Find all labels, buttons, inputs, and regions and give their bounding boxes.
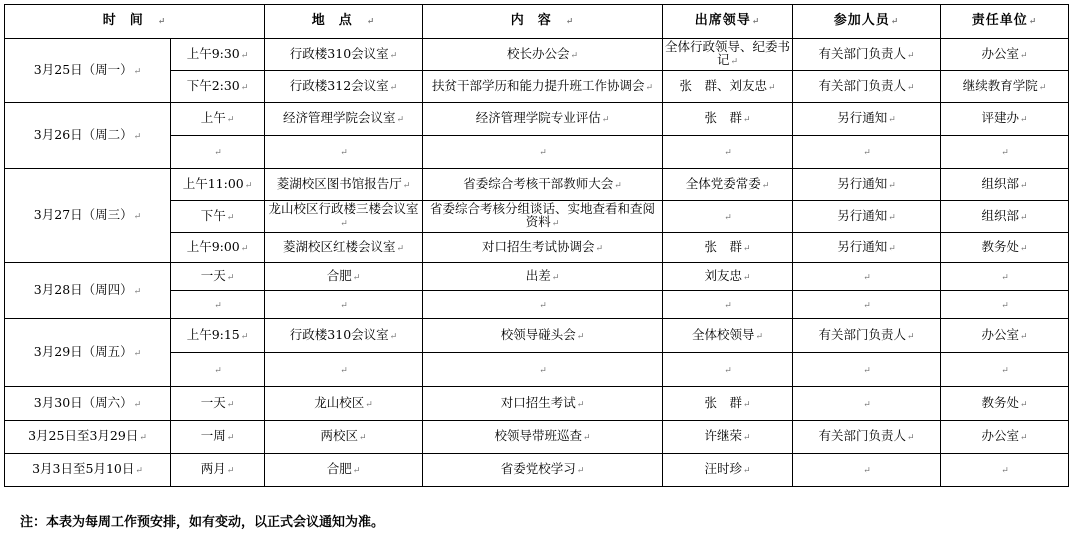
date-cell: 3月3日至5月10日↵ xyxy=(5,454,171,487)
participants-cell xyxy=(793,353,941,387)
unit-cell: 组织部↵ xyxy=(941,201,1069,233)
paragraph-mark-icon: ↵ xyxy=(751,17,761,27)
location-cell: 龙山校区↵ xyxy=(265,387,423,421)
time-cell: 一周↵ xyxy=(171,421,265,454)
paragraph-mark-icon: ↵ xyxy=(755,331,764,342)
paragraph-mark-icon: ↵ xyxy=(226,399,235,410)
content-cell: 出差↵ xyxy=(423,263,663,291)
participants-cell: 有关部门负责人↵ xyxy=(793,71,941,103)
location-cell xyxy=(265,136,423,169)
header-unit: 责任单位↵ xyxy=(941,5,1069,39)
paragraph-mark-icon: ↵ xyxy=(1019,331,1028,342)
paragraph-mark-icon: ↵ xyxy=(1019,433,1028,443)
time-cell: 下午2:30↵ xyxy=(171,71,265,103)
unit-cell: 教务处↵ xyxy=(941,387,1069,421)
location-cell: 行政楼310会议室↵ xyxy=(265,39,423,71)
paragraph-mark-icon: ↵ xyxy=(135,466,143,476)
content-cell: 经济管理学院专业评估↵ xyxy=(423,103,663,136)
paragraph-mark-icon: ↵ xyxy=(863,365,871,376)
participants-cell xyxy=(793,387,941,421)
content-cell xyxy=(423,136,663,169)
paragraph-mark-icon: ↵ xyxy=(551,219,560,229)
unit-cell: 办公室↵ xyxy=(941,421,1069,454)
paragraph-mark-icon: ↵ xyxy=(240,331,249,342)
paragraph-mark-icon: ↵ xyxy=(133,131,142,142)
unit-cell: 组织部↵ xyxy=(941,169,1069,201)
content-cell: 校领导碰头会↵ xyxy=(423,319,663,353)
time-cell: 上午↵ xyxy=(171,103,265,136)
paragraph-mark-icon: ↵ xyxy=(742,243,751,254)
location-cell: 经济管理学院会议室↵ xyxy=(265,103,423,136)
time-cell: 一天↵ xyxy=(171,263,265,291)
paragraph-mark-icon: ↵ xyxy=(724,212,732,223)
header-content: 内容↵ xyxy=(423,5,663,39)
paragraph-mark-icon: ↵ xyxy=(906,50,915,61)
paragraph-mark-icon: ↵ xyxy=(1019,115,1028,125)
location-cell xyxy=(265,291,423,319)
paragraph-mark-icon: ↵ xyxy=(742,272,751,283)
date-cell: 3月26日（周二）↵ xyxy=(5,103,171,169)
participants-cell: 另行通知↵ xyxy=(793,103,941,136)
leaders-cell: 张 群、刘友忠↵ xyxy=(663,71,793,103)
unit-cell: 办公室↵ xyxy=(941,39,1069,71)
paragraph-mark-icon: ↵ xyxy=(340,365,348,376)
paragraph-mark-icon: ↵ xyxy=(214,365,222,376)
footer-note: 注：本表为每周工作预安排，如有变动，以正式会议通知为准。 xyxy=(20,515,385,530)
leaders-cell: 张 群↵ xyxy=(663,103,793,136)
paragraph-mark-icon: ↵ xyxy=(240,82,249,93)
paragraph-mark-icon: ↵ xyxy=(724,148,732,158)
paragraph-mark-icon: ↵ xyxy=(576,399,585,410)
location-cell: 菱湖校区图书馆报告厅↵ xyxy=(265,169,423,201)
content-cell: 省委综合考核分组谈话、实地查看和查阅资料↵ xyxy=(423,201,663,233)
table-row xyxy=(5,421,1069,454)
unit-cell: 教务处↵ xyxy=(941,233,1069,263)
leaders-cell xyxy=(663,291,793,319)
paragraph-mark-icon: ↵ xyxy=(906,82,915,93)
paragraph-mark-icon: ↵ xyxy=(1019,50,1028,61)
paragraph-mark-icon: ↵ xyxy=(888,212,896,223)
location-cell: 两校区↵ xyxy=(265,421,423,454)
paragraph-mark-icon: ↵ xyxy=(1028,17,1038,27)
unit-cell: 继续教育学院↵ xyxy=(941,71,1069,103)
paragraph-mark-icon: ↵ xyxy=(244,180,253,191)
participants-cell: 另行通知↵ xyxy=(793,201,941,233)
table-row xyxy=(5,169,1069,201)
content-cell: 对口招生考试协调会↵ xyxy=(423,233,663,263)
unit-cell xyxy=(941,353,1069,387)
paragraph-mark-icon: ↵ xyxy=(365,399,373,410)
location-cell: 合肥↵ xyxy=(265,454,423,487)
table-row xyxy=(5,387,1069,421)
location-cell: 龙山校区行政楼三楼会议室↵ xyxy=(265,201,423,233)
content-cell: 省委党校学习↵ xyxy=(423,454,663,487)
paragraph-mark-icon: ↵ xyxy=(133,66,142,77)
paragraph-mark-icon: ↵ xyxy=(863,148,871,158)
paragraph-mark-icon: ↵ xyxy=(340,148,348,158)
participants-cell: 有关部门负责人↵ xyxy=(793,39,941,71)
paragraph-mark-icon: ↵ xyxy=(595,243,604,254)
unit-cell xyxy=(941,136,1069,169)
participants-cell xyxy=(793,454,941,487)
header-time: 时间↵ xyxy=(5,5,265,39)
time-cell: 一天↵ xyxy=(171,387,265,421)
table-row xyxy=(5,454,1069,487)
paragraph-mark-icon: ↵ xyxy=(742,115,751,125)
participants-cell: 有关部门负责人↵ xyxy=(793,319,941,353)
content-cell xyxy=(423,291,663,319)
content-cell xyxy=(423,353,663,387)
paragraph-mark-icon: ↵ xyxy=(226,115,235,125)
paragraph-mark-icon: ↵ xyxy=(226,212,235,223)
paragraph-mark-icon: ↵ xyxy=(1001,365,1009,376)
header-leaders: 出席领导↵ xyxy=(663,5,793,39)
participants-cell: 有关部门负责人↵ xyxy=(793,421,941,454)
date-cell: 3月30日（周六）↵ xyxy=(5,387,171,421)
paragraph-mark-icon: ↵ xyxy=(539,365,547,376)
header-participants: 参加人员↵ xyxy=(793,5,941,39)
location-cell xyxy=(265,353,423,387)
paragraph-mark-icon: ↵ xyxy=(1019,399,1028,410)
paragraph-mark-icon: ↵ xyxy=(1001,272,1009,283)
paragraph-mark-icon: ↵ xyxy=(570,50,579,61)
paragraph-mark-icon: ↵ xyxy=(601,115,610,125)
paragraph-mark-icon: ↵ xyxy=(724,300,732,311)
unit-cell: 评建办↵ xyxy=(941,103,1069,136)
table-row xyxy=(5,319,1069,353)
paragraph-mark-icon: ↵ xyxy=(340,300,348,311)
table-row xyxy=(5,263,1069,291)
paragraph-mark-icon: ↵ xyxy=(402,180,411,191)
schedule-table xyxy=(4,4,1069,487)
paragraph-mark-icon: ↵ xyxy=(133,399,142,410)
paragraph-mark-icon: ↵ xyxy=(226,272,235,283)
paragraph-mark-icon: ↵ xyxy=(157,17,167,27)
paragraph-mark-icon: ↵ xyxy=(576,331,585,342)
paragraph-mark-icon: ↵ xyxy=(888,115,896,125)
paragraph-mark-icon: ↵ xyxy=(863,399,871,410)
paragraph-mark-icon: ↵ xyxy=(576,466,585,476)
unit-cell: 办公室↵ xyxy=(941,319,1069,353)
content-cell: 校长办公会↵ xyxy=(423,39,663,71)
paragraph-mark-icon: ↵ xyxy=(358,433,367,443)
paragraph-mark-icon: ↵ xyxy=(863,300,871,311)
time-cell: 上午9:15↵ xyxy=(171,319,265,353)
paragraph-mark-icon: ↵ xyxy=(565,17,575,27)
paragraph-mark-icon: ↵ xyxy=(240,243,249,254)
participants-cell: 另行通知↵ xyxy=(793,233,941,263)
paragraph-mark-icon: ↵ xyxy=(906,331,915,342)
paragraph-mark-icon: ↵ xyxy=(139,433,147,443)
date-cell: 3月25日（周一）↵ xyxy=(5,39,171,103)
paragraph-mark-icon: ↵ xyxy=(133,348,142,359)
paragraph-mark-icon: ↵ xyxy=(366,17,376,27)
paragraph-mark-icon: ↵ xyxy=(761,180,770,191)
leaders-cell: 全体党委常委↵ xyxy=(663,169,793,201)
paragraph-mark-icon: ↵ xyxy=(396,115,405,125)
paragraph-mark-icon: ↵ xyxy=(133,211,142,222)
paragraph-mark-icon: ↵ xyxy=(906,433,915,443)
paragraph-mark-icon: ↵ xyxy=(389,82,398,93)
paragraph-mark-icon: ↵ xyxy=(888,180,896,191)
date-cell: 3月27日（周三）↵ xyxy=(5,169,171,263)
content-cell: 省委综合考核干部教师大会↵ xyxy=(423,169,663,201)
paragraph-mark-icon: ↵ xyxy=(1019,212,1028,223)
paragraph-mark-icon: ↵ xyxy=(767,82,776,93)
time-cell: 下午↵ xyxy=(171,201,265,233)
leaders-cell xyxy=(663,136,793,169)
leaders-cell: 张 群↵ xyxy=(663,387,793,421)
paragraph-mark-icon: ↵ xyxy=(742,399,751,410)
paragraph-mark-icon: ↵ xyxy=(1038,82,1047,93)
time-cell xyxy=(171,291,265,319)
unit-cell xyxy=(941,263,1069,291)
participants-cell xyxy=(793,136,941,169)
time-cell: 上午11:00↵ xyxy=(171,169,265,201)
date-cell: 3月29日（周五）↵ xyxy=(5,319,171,387)
participants-cell xyxy=(793,291,941,319)
leaders-cell xyxy=(663,201,793,233)
time-cell xyxy=(171,136,265,169)
paragraph-mark-icon: ↵ xyxy=(742,466,751,476)
paragraph-mark-icon: ↵ xyxy=(340,219,348,229)
paragraph-mark-icon: ↵ xyxy=(226,433,235,443)
paragraph-mark-icon: ↵ xyxy=(551,272,560,283)
paragraph-mark-icon: ↵ xyxy=(863,466,871,476)
time-cell xyxy=(171,353,265,387)
paragraph-mark-icon: ↵ xyxy=(1019,243,1028,254)
leaders-cell: 全体行政领导、纪委书记↵ xyxy=(663,39,793,71)
paragraph-mark-icon: ↵ xyxy=(389,50,398,61)
time-cell: 上午9:00↵ xyxy=(171,233,265,263)
content-cell: 扶贫干部学历和能力提升班工作协调会↵ xyxy=(423,71,663,103)
paragraph-mark-icon: ↵ xyxy=(614,180,622,191)
participants-cell: 另行通知↵ xyxy=(793,169,941,201)
location-cell: 行政楼310会议室↵ xyxy=(265,319,423,353)
paragraph-mark-icon: ↵ xyxy=(730,57,739,67)
paragraph-mark-icon: ↵ xyxy=(133,286,142,297)
header-location: 地点↵ xyxy=(265,5,423,39)
paragraph-mark-icon: ↵ xyxy=(1001,466,1009,476)
paragraph-mark-icon: ↵ xyxy=(863,272,871,283)
participants-cell xyxy=(793,263,941,291)
paragraph-mark-icon: ↵ xyxy=(1001,148,1009,158)
paragraph-mark-icon: ↵ xyxy=(226,466,235,476)
paragraph-mark-icon: ↵ xyxy=(742,433,751,443)
header-row xyxy=(5,5,1069,39)
paragraph-mark-icon: ↵ xyxy=(352,466,361,476)
paragraph-mark-icon: ↵ xyxy=(396,243,405,254)
unit-cell xyxy=(941,454,1069,487)
content-cell: 对口招生考试↵ xyxy=(423,387,663,421)
location-cell: 行政楼312会议室↵ xyxy=(265,71,423,103)
table-row xyxy=(5,39,1069,71)
leaders-cell: 许继荣↵ xyxy=(663,421,793,454)
time-cell: 两月↵ xyxy=(171,454,265,487)
paragraph-mark-icon: ↵ xyxy=(214,148,222,158)
leaders-cell: 全体校领导↵ xyxy=(663,319,793,353)
leaders-cell: 张 群↵ xyxy=(663,233,793,263)
unit-cell xyxy=(941,291,1069,319)
paragraph-mark-icon: ↵ xyxy=(539,148,547,158)
content-cell: 校领导带班巡查↵ xyxy=(423,421,663,454)
paragraph-mark-icon: ↵ xyxy=(724,365,732,376)
paragraph-mark-icon: ↵ xyxy=(240,50,249,61)
paragraph-mark-icon: ↵ xyxy=(890,17,900,27)
table-row xyxy=(5,103,1069,136)
location-cell: 合肥↵ xyxy=(265,263,423,291)
paragraph-mark-icon: ↵ xyxy=(582,433,591,443)
paragraph-mark-icon: ↵ xyxy=(389,331,398,342)
time-cell: 上午9:30↵ xyxy=(171,39,265,71)
paragraph-mark-icon: ↵ xyxy=(352,272,361,283)
leaders-cell: 汪时珍↵ xyxy=(663,454,793,487)
date-cell: 3月25日至3月29日↵ xyxy=(5,421,171,454)
leaders-cell: 刘友忠↵ xyxy=(663,263,793,291)
paragraph-mark-icon: ↵ xyxy=(1001,300,1009,311)
date-cell: 3月28日（周四）↵ xyxy=(5,263,171,319)
paragraph-mark-icon: ↵ xyxy=(214,300,222,311)
location-cell: 菱湖校区红楼会议室↵ xyxy=(265,233,423,263)
paragraph-mark-icon: ↵ xyxy=(539,300,547,311)
paragraph-mark-icon: ↵ xyxy=(645,82,654,93)
paragraph-mark-icon: ↵ xyxy=(1019,180,1028,191)
leaders-cell xyxy=(663,353,793,387)
paragraph-mark-icon: ↵ xyxy=(888,243,896,254)
